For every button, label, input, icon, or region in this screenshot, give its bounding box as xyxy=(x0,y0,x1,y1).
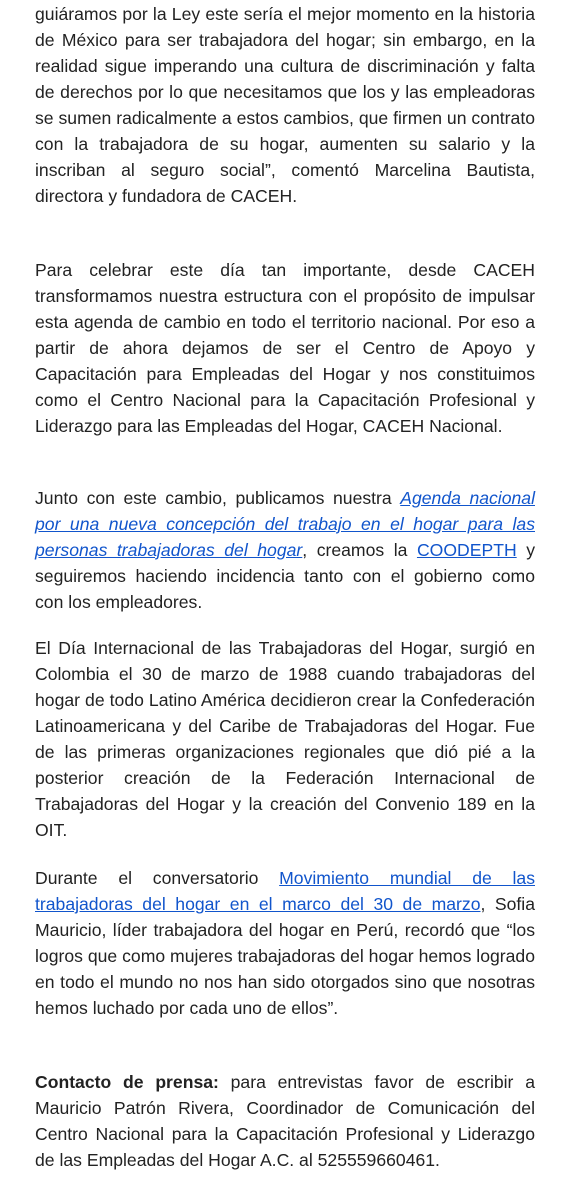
coodepth-link[interactable]: COODEPTH xyxy=(416,540,517,560)
press-contact-label: Contacto de prensa: xyxy=(35,1072,219,1092)
paragraph-quote-continuation: guiáramos por la Ley este sería el mejor momento en la historia de México para ser trabajadora del hogar; sin embargo, en la realidad sigue imperando una cultura de discriminación y falta de derechos por lo que necesitamos que los y las empleadoras se sumen radicalmente a estos cambios, que firmen un contrato con la trabajadora de su hogar, aumenten su salario y la inscriban al seguro social”, comentó Marcelina Bautista, directora y fundadora de CACEH. xyxy=(35,4,535,206)
movimiento-mundial-link[interactable]: Movimiento mundial de las trabajadoras del hogar en el marco del 30 de marzo xyxy=(35,868,535,914)
paragraph-press-contact xyxy=(35,1069,535,1173)
paragraph-agenda-text-middle: , creamos la xyxy=(302,540,417,560)
paragraph-agenda xyxy=(35,485,535,615)
paragraph-international-day: El Día Internacional de las Trabajadoras del Hogar, surgió en Colombia el 30 de marzo de 1988 cuando trabajadoras del hogar de todo Latino América decidieron crear la Confederación Latinoamericana y del Caribe de Trabajadoras del Hogar. Fue de las primeras organizaciones regionales que dió pié a la posterior creación de la Federación Internacional de Trabajadoras del Hogar y la creación del Convenio 189 en la OIT. xyxy=(35,638,535,840)
paragraph-agenda-text-after: y seguiremos haciendo incidencia tanto con el gobierno como con los empleadores. xyxy=(35,540,536,612)
agenda-link[interactable]: Agenda nacional por una nueva concepción del trabajo en el hogar para las personas trabajadoras del hogar xyxy=(35,488,535,560)
paragraph-conversatorio-text-before: Durante el conversatorio xyxy=(35,868,280,888)
paragraph-conversatorio xyxy=(35,865,535,1021)
paragraph-caceh-transformation: Para celebrar este día tan importante, desde CACEH transformamos nuestra estructura con el propósito de impulsar esta agenda de cambio en todo el territorio nacional. Por eso a partir de ahora dejamos de ser el Centro de Apoyo y Capacitación para Empleadas del Hogar y nos constituimos como el Centro Nacional para la Capacitación Profesional y Liderazgo para las Empleadas del Hogar, CACEH Nacional. xyxy=(35,260,535,436)
paragraph-conversatorio-text-after: , Sofia Mauricio, líder trabajadora del hogar en Perú, recordó que “los logros que como mujeres trabajadoras del hogar hemos logrado en todo el mundo no nos han sido otorgados sino que nosotras hemos luchado por cada uno de ellos”. xyxy=(35,894,535,1018)
press-contact-text: para entrevistas favor de escribir a Mauricio Patrón Rivera, Coordinador de Comunicación del Centro Nacional para la Capacitación Profesional y Liderazgo de las Empleadas del Hogar A.C. al 525559660461. xyxy=(35,1072,535,1170)
paragraph-agenda-text-before: Junto con este cambio, publicamos nuestra xyxy=(35,488,401,508)
